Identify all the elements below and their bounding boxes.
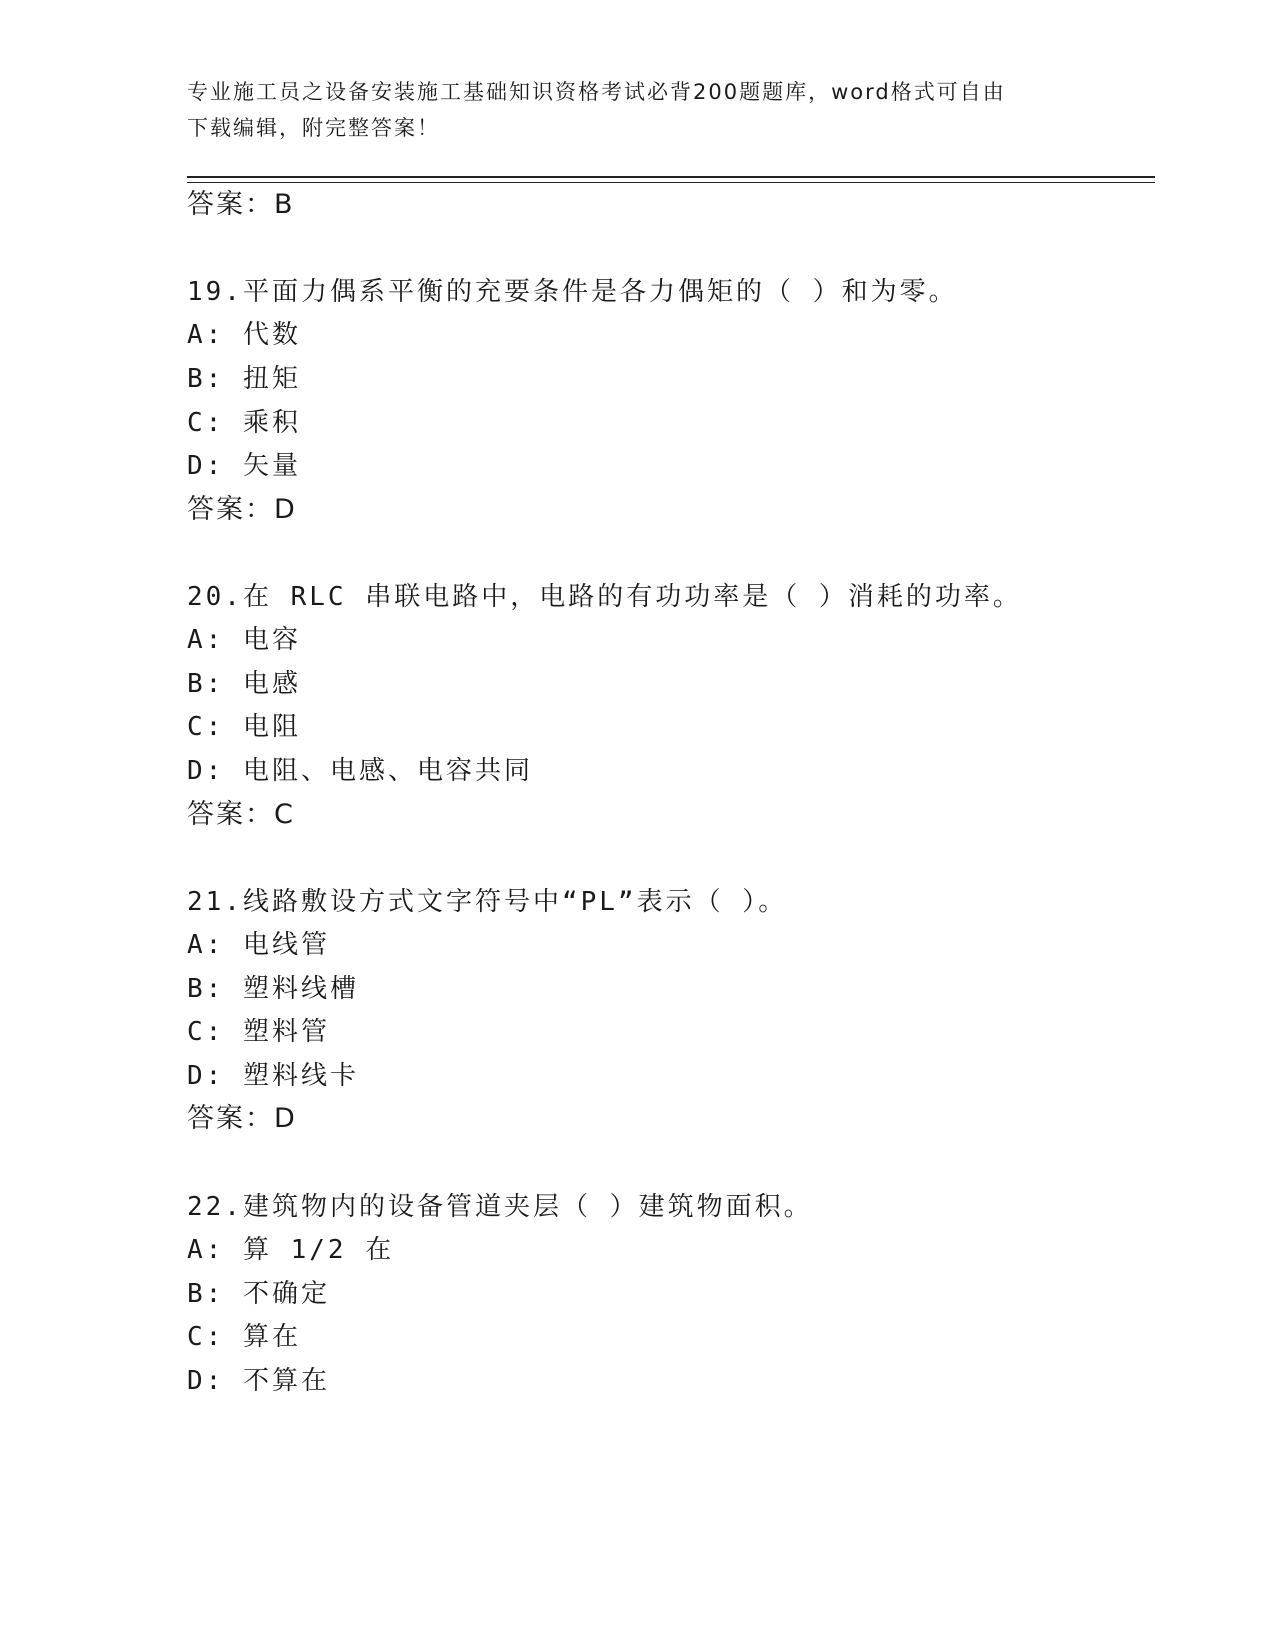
question-20-option-d: D: 电阻、电感、电容共同 [187, 756, 533, 786]
header-line-2: 下载编辑，附完整答案！ [187, 116, 440, 140]
question-20-option-c: C: 电阻 [187, 712, 301, 742]
header-rule-thick [187, 176, 1155, 178]
question-19-answer: 答案：D [187, 494, 297, 525]
question-20-stem: 20.在 RLC 串联电路中，电路的有功功率是（ ）消耗的功率。 [187, 582, 1022, 612]
question-20-option-b: B: 电感 [187, 669, 301, 699]
question-20-answer: 答案：C [187, 799, 295, 830]
question-22-option-d: D: 不算在 [187, 1366, 330, 1396]
question-21-option-a: A: 电线管 [187, 930, 330, 960]
question-21-option-c: C: 塑料管 [187, 1017, 330, 1047]
question-21-option-b: B: 塑料线槽 [187, 974, 359, 1004]
question-22-stem: 22.建筑物内的设备管道夹层（ ）建筑物面积。 [187, 1192, 813, 1222]
question-21-answer: 答案：D [187, 1103, 297, 1134]
document-header [187, 74, 1087, 146]
question-21-option-d: D: 塑料线卡 [187, 1061, 359, 1091]
question-21-stem: 21.线路敷设方式文字符号中“PL”表示（ ）。 [187, 887, 788, 917]
question-19-option-b: B: 扭矩 [187, 364, 301, 394]
header-line-1: 专业施工员之设备安装施工基础知识资格考试必背200题题库，word格式可自由 [187, 80, 1006, 104]
question-19-option-a: A: 代数 [187, 320, 301, 350]
question-19-option-c: C: 乘积 [187, 408, 301, 438]
answer-previous: 答案：B [187, 189, 295, 220]
question-22-option-a: A: 算 1/2 在 [187, 1235, 395, 1265]
question-22-option-b: B: 不确定 [187, 1279, 330, 1309]
header-rule-thin [187, 182, 1155, 183]
question-20-option-a: A: 电容 [187, 625, 301, 655]
question-19-option-d: D: 矢量 [187, 451, 301, 481]
question-19-stem: 19.平面力偶系平衡的充要条件是各力偶矩的（ ）和为零。 [187, 277, 958, 307]
question-22-option-c: C: 算在 [187, 1322, 301, 1352]
